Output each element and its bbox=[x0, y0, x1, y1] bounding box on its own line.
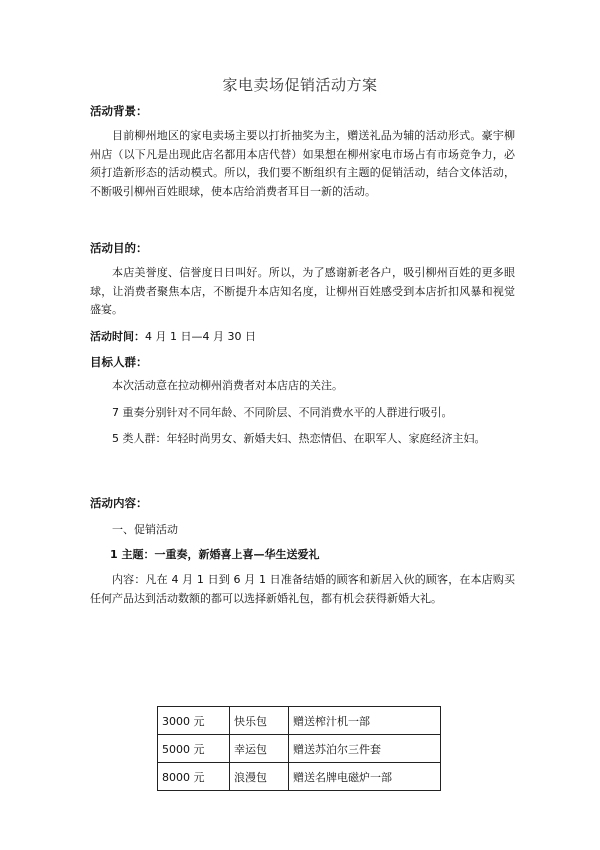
gift-package-table bbox=[157, 706, 441, 791]
amount-cell: 3000 元 bbox=[158, 707, 230, 735]
gift-cell: 赠送名牌电磁炉一部 bbox=[289, 763, 441, 791]
gift-cell: 赠送苏泊尔三件套 bbox=[289, 735, 441, 763]
package-cell: 快乐包 bbox=[230, 707, 289, 735]
target-paragraph-3: 5 类人群：年轻时尚男女、新婚夫妇、热恋情侣、在职军人、家庭经济主妇。 bbox=[112, 432, 486, 445]
content-heading: 活动内容： bbox=[90, 496, 148, 510]
table-row bbox=[158, 763, 441, 791]
amount-cell: 8000 元 bbox=[158, 763, 230, 791]
amount-cell: 5000 元 bbox=[158, 735, 230, 763]
purpose-paragraph: 本店美誉度、信誉度日日叫好。所以，为了感谢新老各户，吸引柳州百姓的更多眼球，让消费者聚焦本店，不断提升本店知名度，让柳州百姓感受到本店折扣风暴和视觉盛宴。 bbox=[90, 266, 515, 316]
target-paragraph-2: 7 重奏分别针对不同年龄、不同阶层、不同消费水平的人群进行吸引。 bbox=[112, 406, 453, 419]
table-row bbox=[158, 707, 441, 735]
activity-time bbox=[90, 328, 256, 344]
time-value: 4 月 1 日—4 月 30 日 bbox=[145, 330, 256, 343]
document-title: 家电卖场促销活动方案 bbox=[222, 76, 378, 94]
table-row bbox=[158, 735, 441, 763]
purpose-heading: 活动目的： bbox=[90, 241, 148, 255]
package-cell: 浪漫包 bbox=[230, 763, 289, 791]
package-cell: 幸运包 bbox=[230, 735, 289, 763]
background-paragraph: 目前柳州地区的家电卖场主要以打折抽奖为主，赠送礼品为辅的活动形式。豪宇柳州店（以下凡是出现此店名都用本店代替）如果想在柳州家电市场占有市场竞争力，必须打造新形态的活动模式。所以，我们要不断组织有主题的促销活动，结合文体活动，不断吸引柳州百姓眼球，使本店给消费者耳目一新的活动。 bbox=[90, 129, 515, 198]
target-heading: 目标人群： bbox=[90, 355, 148, 369]
theme-number: 1 bbox=[110, 548, 118, 561]
content-detail-paragraph: 内容：凡在 4 月 1 日到 6 月 1 日准备结婚的顾客和新居入伙的顾客，在本店购买任何产品达到活动数额的都可以选择新婚礼包，都有机会获得新婚大礼。 bbox=[90, 573, 515, 605]
background-heading: 活动背景： bbox=[90, 104, 148, 118]
promotion-section-title: 一、促销活动 bbox=[112, 523, 178, 536]
theme-text: 主题：一重奏，新婚喜上喜—华生送爱礼 bbox=[121, 548, 320, 561]
time-heading: 活动时间： bbox=[90, 330, 145, 343]
gift-cell: 赠送榨汁机一部 bbox=[289, 707, 441, 735]
theme-line bbox=[110, 546, 320, 562]
target-paragraph-1: 本次活动意在拉动柳州消费者对本店店的关注。 bbox=[112, 379, 343, 392]
